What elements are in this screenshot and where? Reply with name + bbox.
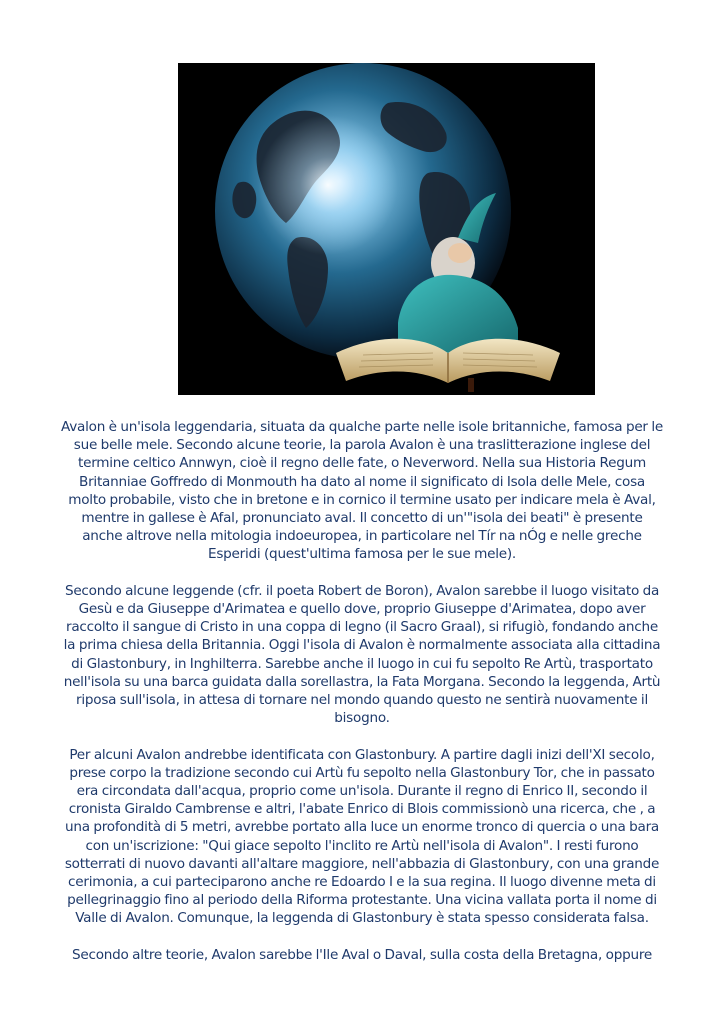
globe-glow	[258, 115, 398, 255]
paragraph: Secondo alcune leggende (cfr. il poeta Robert de Boron), Avalon sarebbe il luogo visitato da Gesù e da Giuseppe d'Arimatea e quello dove, proprio Giuseppe d'Arimatea, dopo aver raccolto il sangue di Cristo in una coppa di legno (il Sacro Graal), si rifugiò, fondando anche la prima chiesa della Britannia. Oggi l'isola di Avalon è normalmente associata alla cittadina di Glastonbury, in Inghilterra. Sarebbe anche il luogo in cui fu sepolto Re Artù, trasportato nell'isola su una barca guidata dalla sorellastra, la Fata Morgana. Secondo la leggenda, Artù riposa sull'isola, in attesa di tornare nel mondo quando questo ne sentirà nuovamente il bisogno.	[63, 582, 661, 727]
paragraph: Avalon è un'isola leggendaria, situata da qualche parte nelle isole britanniche, famosa per le sue belle mele. Secondo alcune teorie, la parola Avalon è una traslitterazione inglese del termine celtico Annwyn, cioè il regno delle fate, o Neverword. Nella sua Historia Regum Britanniae Goffredo di Monmouth ha dato al nome il significato di Isola delle Mele, cosa molto probabile, visto che in bretone e in cornico il termine usato per indicare mela è Aval, mentre in gallese è Afal, pronunciato aval. Il concetto di un'"isola dei beati" è presente anche altrove nella mitologia indoeuropea, in particolare nel Tír na nÓg e nelle greche Esperidi (quest'ultima famosa per le sue mele).	[61, 419, 663, 563]
paragraph: Per alcuni Avalon andrebbe identificata con Glastonbury. A partire dagli inizi dell'XI secolo, prese corpo la tradizione secondo cui Artù fu sepolto nella Glastonbury Tor, che in passato era circondata dall'acqua, proprio come un'isola. Durante il regno di Enrico II, secondo il cronista Giraldo Cambrense e altri, l'abate Enrico di Blois commissionò una ricerca, che , a una profondità di 5 metri, avrebbe portato alla luce un enorme tronco di quercia o una bara con un'iscrizione: "Qui giace sepolto l'inclito re Artù nell'isola di Avalon". I resti furono sotterrati di nuovo davanti all'altare maggiore, nell'abbazia di Glastonbury, con una grande cerimonia, a cui parteciparono anche re Edoardo I e la sua regina. Il luogo divenne meta di pellegrinaggio fino al periodo della Riforma protestante. Una vicina vallata porta il nome di Valle di Avalon. Comunque, la leggenda di Glastonbury è stata spesso considerata falsa.	[64, 746, 660, 927]
article-body	[60, 418, 664, 982]
wizard-globe-illustration	[178, 63, 595, 395]
hero-illustration	[178, 63, 595, 395]
book-ribbon	[468, 378, 474, 392]
paragraph: Secondo altre teorie, Avalon sarebbe l'Ile Aval o Daval, sulla costa della Bretagna, oppure	[72, 946, 652, 963]
